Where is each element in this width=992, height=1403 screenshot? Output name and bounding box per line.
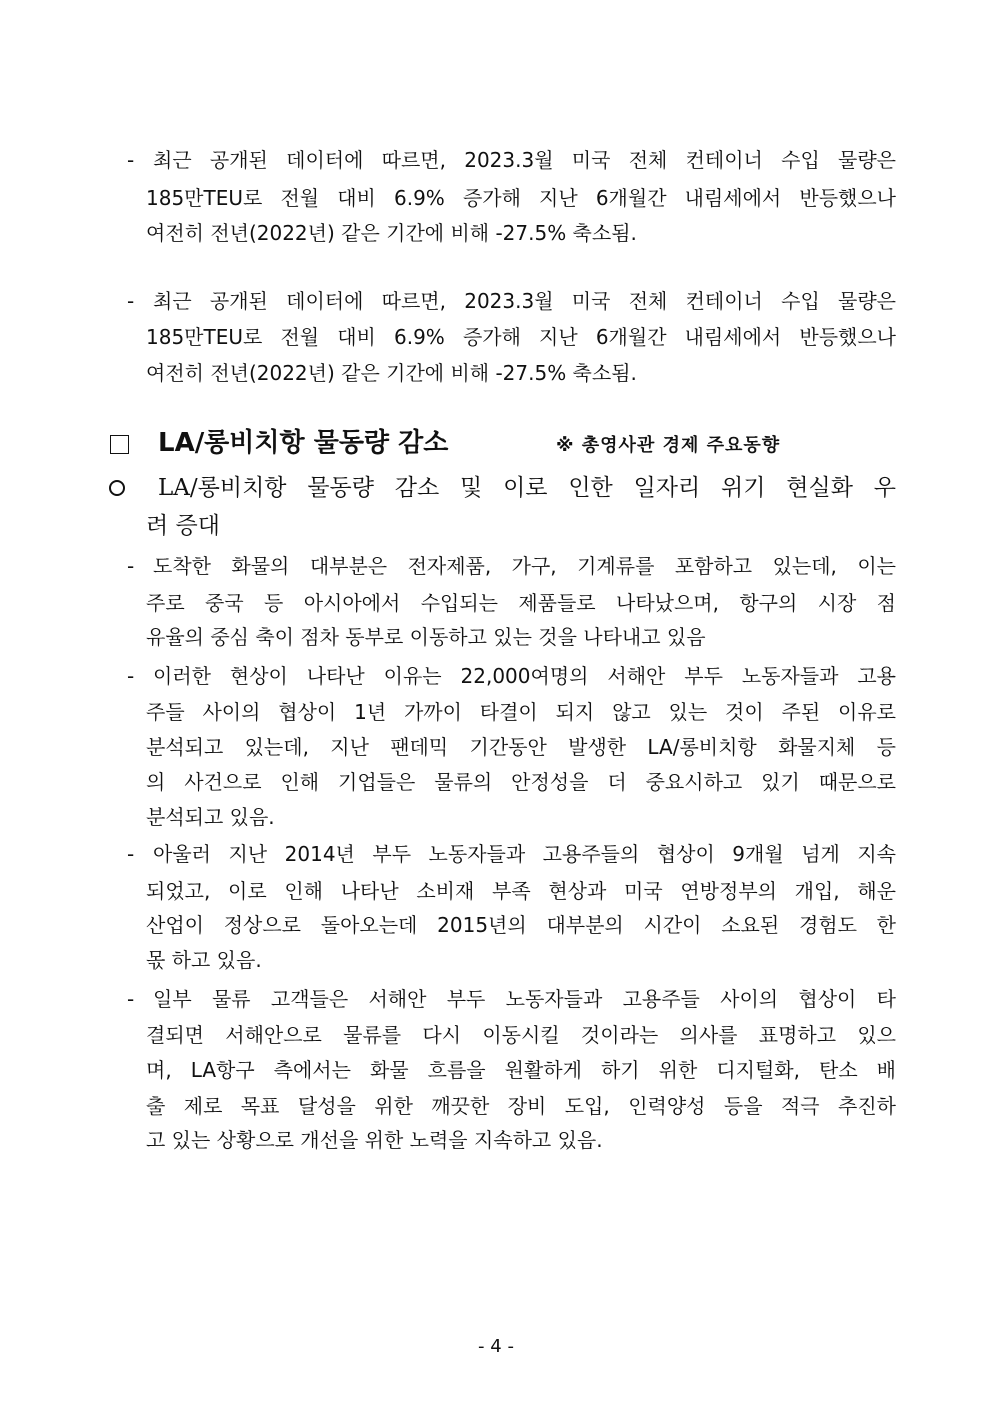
item-line: 일부 물류 고객들은 서해안 부두 노동자들과 고용주들 사이의 협상이 타 — [153, 987, 896, 1011]
bullet-dash: - — [127, 289, 135, 313]
item-line: 주들 사이의 협상이 1년 가까이 타결이 되지 않고 있는 것이 주된 이유로 — [146, 700, 896, 724]
paragraph-line: 185만TEU로 전월 대비 6.9% 증가해 지난 6개월간 내림세에서 반등했으나 — [146, 325, 896, 349]
item-line: 되었고, 이로 인해 나타난 소비재 부족 현상과 미국 연방정부의 개입, 해운 — [146, 879, 896, 903]
item-line: 도착한 화물의 대부분은 전자제품, 가구, 기계류를 포함하고 있는데, 이는 — [153, 554, 896, 578]
paragraph-line: 최근 공개된 데이터에 따르면, 2023.3월 미국 전체 컨테이너 수입 물량은 — [153, 289, 896, 313]
bullet-dash: - — [127, 842, 135, 866]
subheading-line: 려 증대 — [146, 513, 220, 539]
item-line: 출 제로 목표 달성을 위한 깨끗한 장비 도입, 인력양성 등을 적극 추진하 — [146, 1094, 896, 1118]
paragraph-line: 여전히 전년(2022년) 같은 기간에 비해 -27.5% 축소됨. — [146, 221, 637, 245]
section-source-note: ※ 총영사관 경제 주요동향 — [556, 435, 781, 456]
checkbox-square-icon — [110, 435, 129, 454]
section-title: LA/롱비치항 물동량 감소 — [158, 428, 449, 458]
bullet-dash: - — [127, 148, 135, 172]
item-line: 며, LA항구 측에서는 화물 흐름을 원활하게 하기 위한 디지털화, 탄소 배 — [146, 1058, 896, 1082]
paragraph-line: 여전히 전년(2022년) 같은 기간에 비해 -27.5% 축소됨. — [146, 361, 637, 385]
page-number: - 4 - — [478, 1336, 514, 1357]
hollow-circle-bullet-icon — [109, 480, 125, 496]
bullet-dash: - — [127, 554, 135, 578]
paragraph-line: 최근 공개된 데이터에 따르면, 2023.3월 미국 전체 컨테이너 수입 물량은 — [153, 148, 896, 172]
subheading-line: LA/롱비치항 물동량 감소 및 이로 인한 일자리 위기 현실화 우 — [158, 475, 896, 501]
item-line: 이러한 현상이 나타난 이유는 22,000여명의 서해안 부두 노동자들과 고용 — [153, 664, 896, 688]
item-line: 결되면 서해안으로 물류를 다시 이동시킬 것이라는 의사를 표명하고 있으 — [146, 1023, 896, 1047]
item-line: 유율의 중심 축이 점차 동부로 이동하고 있는 것을 나타내고 있음 — [146, 625, 706, 649]
item-line: 분석되고 있는데, 지난 팬데믹 기간동안 발생한 LA/롱비치항 화물지체 등 — [146, 735, 896, 759]
item-line: 고 있는 상황으로 개선을 위한 노력을 지속하고 있음. — [146, 1128, 603, 1152]
item-line: 분석되고 있음. — [146, 805, 275, 829]
item-line: 산업이 정상으로 돌아오는데 2015년의 대부분의 시간이 소요된 경험도 한 — [146, 913, 896, 937]
item-line: 의 사건으로 인해 기업들은 물류의 안정성을 더 중요시하고 있기 때문으로 — [146, 770, 896, 794]
item-line: 아울러 지난 2014년 부두 노동자들과 고용주들의 협상이 9개월 넘게 지속 — [153, 842, 896, 866]
item-line: 몫 하고 있음. — [146, 948, 262, 972]
bullet-dash: - — [127, 664, 135, 688]
paragraph-line: 185만TEU로 전월 대비 6.9% 증가해 지난 6개월간 내림세에서 반등했으나 — [146, 186, 896, 210]
bullet-dash: - — [127, 987, 135, 1011]
item-line: 주로 중국 등 아시아에서 수입되는 제품들로 나타났으며, 항구의 시장 점 — [146, 591, 896, 615]
